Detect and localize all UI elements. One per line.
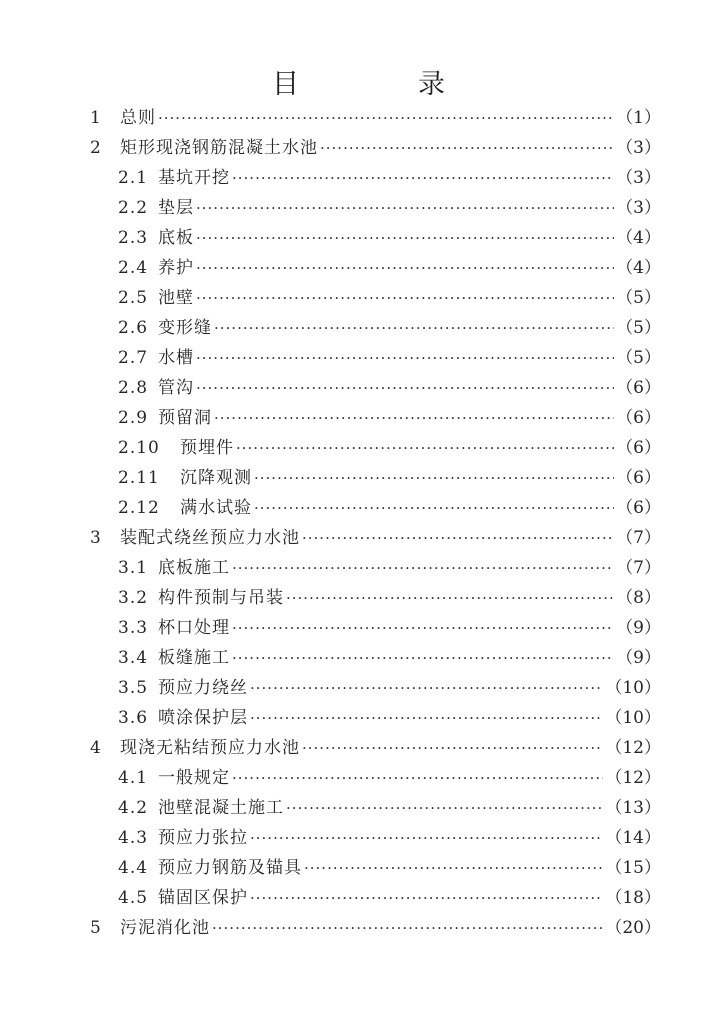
toc-dot-leader (286, 793, 603, 823)
toc-entry-number: 2.1 (118, 168, 149, 188)
toc-dot-leader (302, 733, 603, 763)
toc-entry[interactable] (90, 733, 661, 763)
toc-entry-page: （6） (616, 378, 661, 398)
toc-entry-label: 池壁 (158, 288, 194, 308)
toc-entry-number: 2.11 (118, 468, 160, 488)
toc-entry-label: 底板 (158, 228, 194, 248)
toc-dot-leader (214, 403, 614, 433)
toc-dot-leader (196, 193, 614, 223)
toc-entry[interactable] (118, 823, 661, 853)
toc-entry-page: （9） (616, 648, 661, 668)
toc-dot-leader (214, 313, 614, 343)
toc-entry-page: （6） (616, 498, 661, 518)
toc-entry-page: （5） (616, 348, 661, 368)
toc-entry[interactable] (118, 493, 661, 523)
toc-entry[interactable] (90, 133, 661, 163)
toc-entry-page: （5） (616, 288, 661, 308)
toc-entry-page: （10） (605, 678, 661, 698)
toc-dot-leader (302, 523, 614, 553)
toc-entry[interactable] (118, 643, 661, 673)
toc-entry-page: （12） (605, 738, 661, 758)
toc-entry-label: 预埋件 (180, 438, 234, 458)
toc-entry-label: 装配式绕丝预应力水池 (120, 528, 300, 548)
toc-dot-leader (320, 133, 614, 163)
toc-entry-label: 板缝施工 (158, 648, 230, 668)
toc-entry-page: （9） (616, 618, 661, 638)
toc-entry-number: 2.2 (118, 198, 149, 218)
toc-entry-label: 一般规定 (158, 768, 230, 788)
toc-entry-number: 2.12 (118, 498, 160, 518)
toc-entry-number: 3.3 (118, 618, 149, 638)
toc-entry[interactable] (118, 373, 661, 403)
toc-entry[interactable] (118, 343, 661, 373)
toc-entry-label: 预应力张拉 (158, 828, 248, 848)
toc-entry-page: （18） (605, 888, 661, 908)
toc-entry-number: 4.3 (118, 828, 149, 848)
toc-entry-number: 3.5 (118, 678, 149, 698)
toc-entry-label: 预应力钢筋及锚具 (158, 858, 302, 878)
toc-entry[interactable] (118, 283, 661, 313)
toc-entry-page: （4） (616, 228, 661, 248)
page-title: 目 录 (272, 69, 491, 100)
toc-entry[interactable] (90, 523, 661, 553)
toc-dot-leader (196, 343, 614, 373)
toc-entry-number: 2.8 (118, 378, 149, 398)
toc-entry[interactable] (118, 883, 661, 913)
toc-dot-leader (158, 103, 614, 133)
toc-entry-label: 预留洞 (158, 408, 212, 428)
toc-entry-number: 3.4 (118, 648, 149, 668)
toc-entry-label: 底板施工 (158, 558, 230, 578)
toc-entry-label: 矩形现浇钢筋混凝土水池 (120, 138, 318, 158)
toc-entry-label: 沉降观测 (180, 468, 252, 488)
toc-entry-page: （13） (605, 798, 661, 818)
toc-entry-label: 变形缝 (158, 318, 212, 338)
toc-dot-leader (232, 553, 614, 583)
toc-entry-page: （7） (616, 528, 661, 548)
toc-entry-label: 满水试验 (180, 498, 252, 518)
toc-dot-leader (196, 223, 614, 253)
toc-entry-page: （5） (616, 318, 661, 338)
toc-dot-leader (232, 763, 603, 793)
toc-dot-leader (236, 433, 614, 463)
toc-entry-number: 2.7 (118, 348, 149, 368)
toc-entry-label: 管沟 (158, 378, 194, 398)
toc-entry[interactable] (118, 703, 661, 733)
toc-entry-label: 水槽 (158, 348, 194, 368)
toc-entry-label: 垫层 (158, 198, 194, 218)
toc-entry-number: 3.6 (118, 708, 149, 728)
toc-entry[interactable] (90, 103, 661, 133)
toc-entry-page: （14） (605, 828, 661, 848)
toc-entry[interactable] (118, 223, 661, 253)
toc-entry-label: 杯口处理 (158, 618, 230, 638)
toc-entry[interactable] (118, 793, 661, 823)
toc-dot-leader (196, 373, 614, 403)
toc-entry[interactable] (118, 313, 661, 343)
toc-entry-number: 1 (90, 108, 101, 128)
toc-dot-leader (250, 823, 603, 853)
toc-entry-number: 5 (90, 918, 101, 938)
toc-entry-page: （1） (616, 108, 661, 128)
toc-dot-leader (286, 583, 614, 613)
toc-entry-label: 预应力绕丝 (158, 678, 248, 698)
toc-dot-leader (232, 163, 614, 193)
toc-entry-page: （12） (605, 768, 661, 788)
toc-entry-number: 2.5 (118, 288, 149, 308)
toc-entry-number: 2.3 (118, 228, 149, 248)
toc-entry-label: 喷涂保护层 (158, 708, 248, 728)
toc-entry-label: 构件预制与吊装 (158, 588, 284, 608)
toc-dot-leader (254, 463, 614, 493)
toc-entry-label: 污泥消化池 (120, 918, 210, 938)
toc-entry[interactable] (118, 463, 661, 493)
toc-entry-page: （3） (616, 168, 661, 188)
toc-entry[interactable] (118, 583, 661, 613)
toc-entry-page: （4） (616, 258, 661, 278)
toc-dot-leader (304, 853, 603, 883)
toc-dot-leader (232, 613, 614, 643)
toc-entry[interactable] (118, 253, 661, 283)
toc-dot-leader (232, 643, 614, 673)
toc-entry[interactable] (118, 433, 661, 463)
toc-entry[interactable] (118, 403, 661, 433)
toc-dot-leader (250, 703, 603, 733)
toc-dot-leader (196, 253, 614, 283)
toc-entry-page: （3） (616, 138, 661, 158)
toc-entry-number: 2 (90, 138, 101, 158)
toc-entry-number: 2.9 (118, 408, 149, 428)
toc-entry-number: 4.5 (118, 888, 149, 908)
toc-entry[interactable] (118, 853, 661, 883)
toc-entry-page: （6） (616, 438, 661, 458)
toc-entry[interactable] (118, 193, 661, 223)
toc-entry[interactable] (118, 553, 661, 583)
toc-entry-page: （8） (616, 588, 661, 608)
toc-entry-label: 锚固区保护 (158, 888, 248, 908)
toc-entry-page: （20） (605, 918, 661, 938)
toc-entry[interactable] (118, 763, 661, 793)
toc-entry-number: 3 (90, 528, 101, 548)
toc-dot-leader (212, 913, 603, 943)
toc-dot-leader (250, 673, 603, 703)
toc-entry[interactable] (90, 913, 661, 943)
toc-entry-number: 4.4 (118, 858, 149, 878)
toc-entry-number: 2.6 (118, 318, 149, 338)
toc-entry-label: 基坑开挖 (158, 168, 230, 188)
toc-entry-page: （15） (605, 858, 661, 878)
toc-dot-leader (254, 493, 614, 523)
toc-entry-label: 池壁混凝土施工 (158, 798, 284, 818)
toc-entry-number: 4 (90, 738, 101, 758)
toc-entry[interactable] (118, 613, 661, 643)
toc-entry-page: （3） (616, 198, 661, 218)
toc-entry-label: 养护 (158, 258, 194, 278)
toc-entry-page: （6） (616, 408, 661, 428)
toc-entry-label: 总则 (120, 108, 156, 128)
toc-entry-number: 2.4 (118, 258, 149, 278)
toc-entry-number: 4.1 (118, 768, 149, 788)
toc-entry-number: 4.2 (118, 798, 149, 818)
toc-entry-label: 现浇无粘结预应力水池 (120, 738, 300, 758)
toc-entry-page: （6） (616, 468, 661, 488)
toc-entry-number: 3.2 (118, 588, 149, 608)
toc-entry-number: 3.1 (118, 558, 149, 578)
toc-dot-leader (196, 283, 614, 313)
toc-entry[interactable] (118, 163, 661, 193)
toc-dot-leader (250, 883, 603, 913)
toc-entry[interactable] (118, 673, 661, 703)
toc-entry-number: 2.10 (118, 438, 160, 458)
toc-entry-page: （7） (616, 558, 661, 578)
toc-entry-page: （10） (605, 708, 661, 728)
